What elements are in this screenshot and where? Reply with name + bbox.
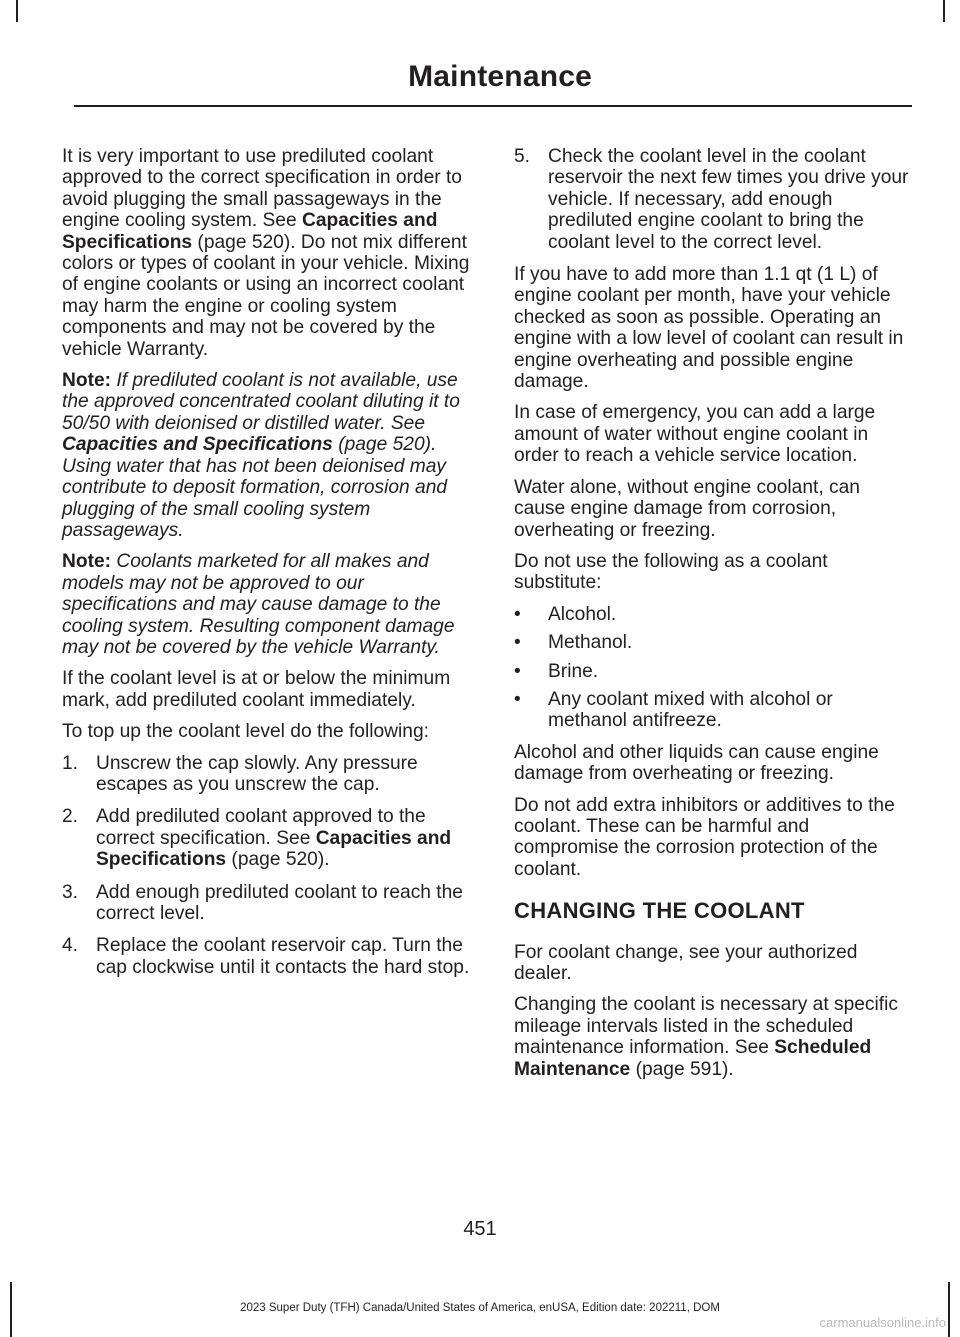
mileage-interval-paragraph: Changing the coolant is necessary at specific mileage intervals listed in the scheduled maintenance information. See Scheduled Maintenance (page 591). <box>514 994 898 1080</box>
step-item: 5. Check the coolant level in the coolant reservoir the next few times you drive your vehicle. If necessary, add enough prediluted engine coolant to bring the coolant level to the correct level. <box>514 146 909 253</box>
substitute-intro: Do not use the following as a coolant substitute: <box>514 550 828 594</box>
note-coolants-marketed: Note: Coolants marketed for all makes and models may not be approved to our specifications and may cause damage to the cooling system. Resulting component damage may not be covered by the vehicle Warranty. <box>62 551 455 658</box>
capacities-link[interactable]: Capacities and Specifications <box>62 210 438 253</box>
footer-edition-text: 2023 Super Duty (TFH) Canada/United States of America, enUSA, Edition date: 202211, DOM <box>240 1302 720 1314</box>
bullet-icon: • <box>514 660 521 682</box>
other-liquids-paragraph: Alcohol and other liquids can cause engine damage from overheating or freezing. <box>514 741 879 785</box>
bullet-item: • Methanol. <box>514 632 633 654</box>
section-heading: CHANGING THE COOLANT <box>514 898 805 924</box>
crop-mark-top-right <box>943 0 945 22</box>
bullet-icon: • <box>514 603 521 625</box>
bullet-icon: • <box>514 632 521 654</box>
coolant-change-paragraph: For coolant change, see your authorized dealer. <box>514 941 858 984</box>
page-title: Maintenance <box>408 60 592 93</box>
left-column <box>62 146 476 989</box>
step-item: 1. Unscrew the cap slowly. Any pressure escapes as you unscrew the cap. <box>62 752 418 795</box>
bullet-item: • Alcohol. <box>514 603 617 625</box>
capacities-link[interactable]: Capacities and Specifications <box>96 827 452 871</box>
min-mark-paragraph: If the coolant level is at or below the minimum mark, add prediluted coolant immediately. <box>62 668 451 711</box>
header-divider <box>74 105 912 107</box>
step-item: 3. Add enough prediluted coolant to reach the correct level. <box>62 881 463 924</box>
step-item: 2. Add prediluted coolant approved to the correct specification. See Capacities and Specifications (page 520). <box>62 806 452 871</box>
coolant-intro-paragraph: It is very important to use prediluted coolant approved to the correct specification in order to avoid plugging the small passageways in the engine cooling system. See Capacities and Specifications (page 520). Do not mix different colors or types of coolant in your vehicle. Mixing of engine coolants or using an incorrect coolant may harm the engine or cooling system components and may not be covered by the vehicle Warranty. <box>62 146 470 360</box>
coolant-usage-paragraph: If you have to add more than 1.1 qt (1 L) of engine coolant per month, have your vehicle checked as soon as possible. Operating an engine with a low level of coolant can result in engine overheating and possible engine damage. <box>514 264 904 393</box>
capacities-link[interactable]: Capacities and Specifications <box>62 434 333 456</box>
watermark: carmanualsonline.info <box>819 1315 946 1330</box>
crop-mark-top-left <box>16 0 18 22</box>
bullet-item: • Brine. <box>514 660 599 682</box>
note-prediluted: Note: If prediluted coolant is not available, use the approved concentrated coolant diluting it to 50/50 with deionised or distilled water. See Capacities and Specifications (page 520). Using water that has not been deionised may contribute to deposit formation, corrosion and plugging of the small cooling system passageways. <box>62 370 460 541</box>
top-up-intro: To top up the coolant level do the following: <box>62 721 429 743</box>
scheduled-maintenance-link[interactable]: Scheduled Maintenance <box>514 1037 872 1080</box>
bullet-icon: • <box>514 688 521 710</box>
emergency-paragraph: In case of emergency, you can add a large amount of water without engine coolant in order to reach a vehicle service location. <box>514 402 876 467</box>
right-column <box>514 146 910 1090</box>
bullet-item: • Any coolant mixed with alcohol or methanol antifreeze. <box>514 688 833 732</box>
inhibitors-paragraph: Do not add extra inhibitors or additives to the coolant. These can be harmful and compromise the corrosion protection of the coolant. <box>514 794 895 880</box>
step-item: 4. Replace the coolant reservoir cap. Turn the cap clockwise until it contacts the hard stop. <box>62 935 470 978</box>
page-number: 451 <box>463 1218 497 1240</box>
water-alone-paragraph: Water alone, without engine coolant, can cause engine damage from corrosion, overheating or freezing. <box>514 476 860 541</box>
